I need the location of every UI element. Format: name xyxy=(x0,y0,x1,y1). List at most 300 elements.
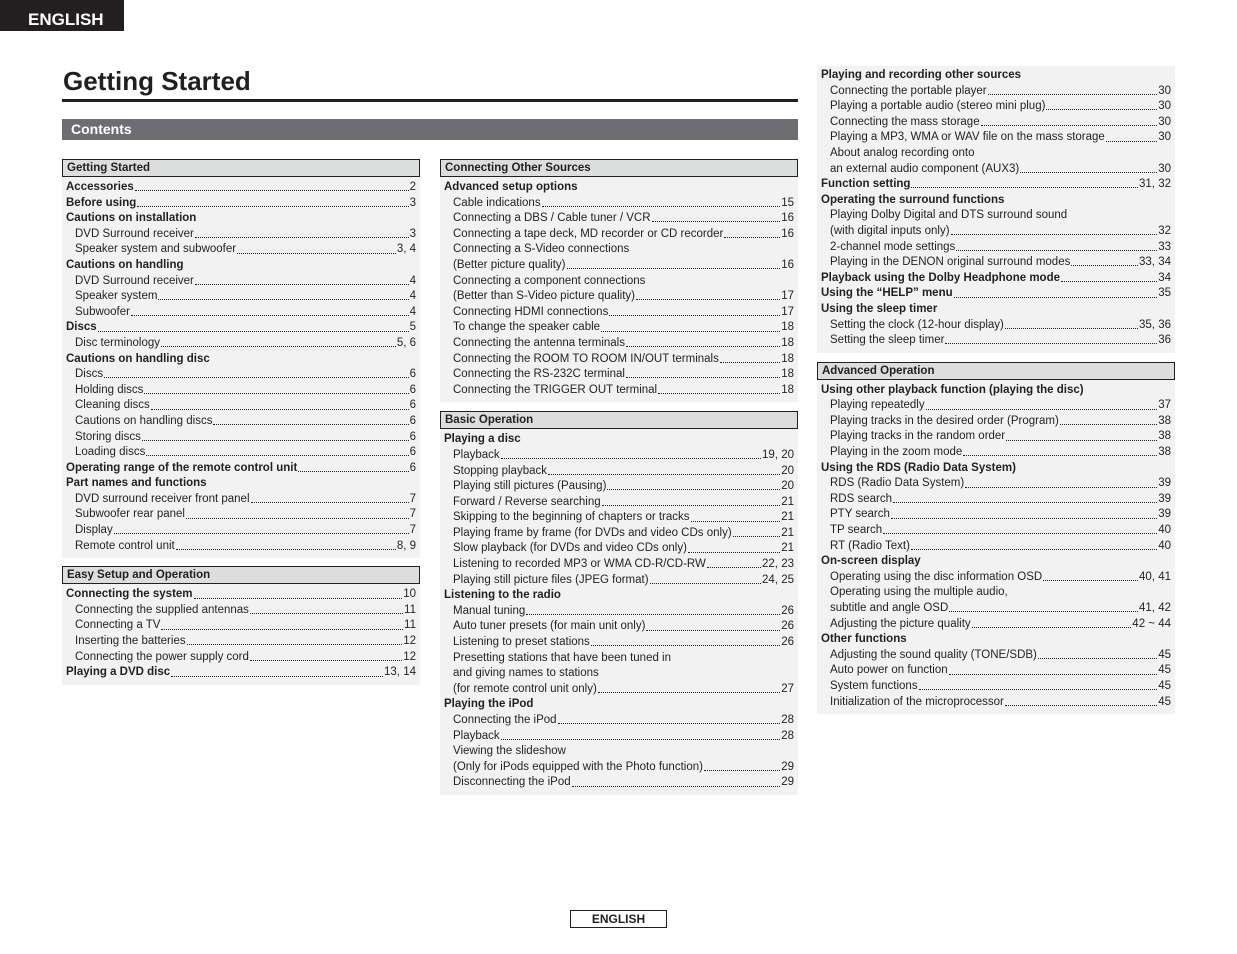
toc-subtopic-entry xyxy=(62,650,420,666)
entry-text: Connecting the power supply cord xyxy=(75,650,249,663)
entry-text: Disc terminology xyxy=(75,336,160,349)
entry-text: Cautions on installation xyxy=(66,212,197,225)
page-number: 4 xyxy=(409,305,416,318)
entry-text: Playing tracks in the random order xyxy=(830,430,1006,443)
toc-subtopic-entry xyxy=(817,255,1175,271)
page-number: 12 xyxy=(403,635,416,648)
dot-leader xyxy=(945,335,1157,344)
toc-subtopic-entry xyxy=(817,146,1175,162)
toc-subtopic-entry xyxy=(817,570,1175,586)
page-number: 30 xyxy=(1158,162,1171,175)
toc-subtopic-entry xyxy=(440,464,798,480)
page-number: 4 xyxy=(409,274,416,287)
dot-leader xyxy=(176,541,396,550)
toc-section-continued xyxy=(817,66,1175,353)
dot-leader xyxy=(658,385,780,394)
dot-leader xyxy=(135,182,409,191)
toc-subtopic-entry xyxy=(817,476,1175,492)
page-number: 16 xyxy=(781,258,794,271)
toc-topic-entry xyxy=(817,632,1175,648)
toc-subtopic-entry xyxy=(817,539,1175,555)
dot-leader xyxy=(591,637,780,646)
dot-leader xyxy=(158,291,408,300)
page-number: 40 xyxy=(1158,524,1171,537)
toc-subtopic-entry xyxy=(817,445,1175,461)
toc-subtopic-entry xyxy=(440,352,798,368)
page-number: 21 xyxy=(781,495,794,508)
entry-text: Connecting the mass storage xyxy=(830,115,980,128)
page-number: 17 xyxy=(781,290,794,303)
toc-subtopic-entry xyxy=(62,367,420,383)
dot-leader xyxy=(636,291,780,300)
dot-leader xyxy=(213,416,408,425)
toc-subtopic-entry xyxy=(817,601,1175,617)
dot-leader xyxy=(988,86,1158,95)
page-number: 6 xyxy=(409,399,416,412)
section-heading: Connecting Other Sources xyxy=(440,159,798,177)
page-number: 38 xyxy=(1158,414,1171,427)
entry-text: RDS (Radio Data System) xyxy=(830,477,965,490)
dot-leader xyxy=(250,652,402,661)
toc-subtopic-entry xyxy=(817,617,1175,633)
dot-leader xyxy=(601,323,780,332)
toc-topic-entry xyxy=(440,180,798,196)
page-number: 45 xyxy=(1158,679,1171,692)
entry-text: DVD Surround receiver xyxy=(75,274,194,287)
dot-leader xyxy=(954,289,1158,298)
page-number: 16 xyxy=(781,212,794,225)
toc-subtopic-entry xyxy=(440,305,798,321)
entry-text: Remote control unit xyxy=(75,539,175,552)
entry-text: Slow playback (for DVDs and video CDs only) xyxy=(453,542,687,555)
entry-text: Skipping to the beginning of chapters or tracks xyxy=(453,511,690,524)
toc-column-3 xyxy=(817,66,1175,714)
entry-text: (Better picture quality) xyxy=(453,258,566,271)
page-number: 19, 20 xyxy=(762,448,794,461)
toc-subtopic-entry xyxy=(817,130,1175,146)
page-number: 34 xyxy=(1158,271,1171,284)
page-number: 15 xyxy=(781,196,794,209)
entry-text: Connecting a S-Video connections xyxy=(453,243,630,256)
toc-subtopic-entry xyxy=(62,336,420,352)
toc-topic-entry xyxy=(62,461,420,477)
page-title: Getting Started xyxy=(63,66,251,96)
toc-subtopic-entry xyxy=(440,557,798,573)
page-number: 21 xyxy=(781,542,794,555)
page-number: 32 xyxy=(1158,224,1171,237)
toc-subtopic-entry xyxy=(62,634,420,650)
page-number: 45 xyxy=(1158,664,1171,677)
entry-text: Before using xyxy=(66,196,137,209)
entry-text: Part names and functions xyxy=(66,477,207,490)
entry-text: Playing a disc xyxy=(444,433,521,446)
toc-topic-entry xyxy=(62,665,420,681)
page-number: 6 xyxy=(409,430,416,443)
toc-subtopic-entry xyxy=(62,274,420,290)
entry-text: Playback xyxy=(453,729,500,742)
entry-text: Using other playback function (playing the disc) xyxy=(821,383,1084,396)
toc-subtopic-entry xyxy=(62,227,420,243)
page-number: 33 xyxy=(1158,240,1171,253)
page-number: 11 xyxy=(404,603,416,616)
page-number: 26 xyxy=(781,636,794,649)
entry-text: Playing repeatedly xyxy=(830,399,925,412)
toc-subtopic-entry xyxy=(817,162,1175,178)
entry-text: On-screen display xyxy=(821,555,921,568)
dot-leader xyxy=(720,354,780,363)
toc-subtopic-entry xyxy=(817,84,1175,100)
dot-leader xyxy=(161,338,396,347)
page-number: 6 xyxy=(409,414,416,427)
entry-text: TP search xyxy=(830,524,883,537)
toc-subtopic-entry xyxy=(440,713,798,729)
toc-subtopic-entry xyxy=(817,429,1175,445)
contents-heading: Contents xyxy=(62,119,798,140)
dot-leader xyxy=(572,778,781,787)
dot-leader xyxy=(542,198,781,207)
entry-text: Operating the surround functions xyxy=(821,193,1005,206)
entry-text: Operating using the multiple audio, xyxy=(830,586,1008,599)
page-number: 33, 34 xyxy=(1139,256,1171,269)
dot-leader xyxy=(298,463,408,472)
entry-text: Connecting HDMI connections xyxy=(453,305,609,318)
entry-text: Playing frame by frame (for DVDs and video CDs only) xyxy=(453,526,732,539)
entry-text: Forward / Reverse searching xyxy=(453,495,601,508)
page-number: 24, 25 xyxy=(762,573,794,586)
page-number: 18 xyxy=(781,383,794,396)
toc-subtopic-entry xyxy=(440,729,798,745)
entry-text: Speaker system and subwoofer xyxy=(75,243,237,256)
dot-leader xyxy=(1038,650,1157,659)
toc-subtopic-entry xyxy=(817,679,1175,695)
toc-subtopic-entry xyxy=(440,227,798,243)
toc-subtopic-entry xyxy=(440,336,798,352)
toc-subtopic-entry xyxy=(440,604,798,620)
toc-topic-entry xyxy=(62,320,420,336)
entry-text: and giving names to stations xyxy=(453,667,599,680)
entry-text: 2-channel mode settings xyxy=(830,240,956,253)
dot-leader xyxy=(114,525,409,534)
entry-text: Subwoofer rear panel xyxy=(75,508,185,521)
page-number: 3 xyxy=(409,196,416,209)
entry-text: Connecting the supplied antennas xyxy=(75,603,249,616)
dot-leader xyxy=(237,245,396,254)
page-number: 40, 41 xyxy=(1139,570,1171,583)
toc-subtopic-entry xyxy=(440,526,798,542)
entry-text: DVD surround receiver front panel xyxy=(75,492,250,505)
entry-text: Connecting a component connections xyxy=(453,274,646,287)
dot-leader xyxy=(171,668,383,677)
entry-text: Using the “HELP” menu xyxy=(821,287,953,300)
toc-topic-entry xyxy=(817,302,1175,318)
entry-text: Holding discs xyxy=(75,383,144,396)
dot-leader xyxy=(972,619,1132,628)
dot-leader xyxy=(956,242,1157,251)
page-number: 18 xyxy=(781,321,794,334)
entry-text: Cautions on handling xyxy=(66,258,184,271)
dot-leader xyxy=(526,606,780,615)
section-heading: Getting Started xyxy=(62,159,420,177)
entry-text: Storing discs xyxy=(75,430,141,443)
toc-subtopic-entry xyxy=(62,305,420,321)
entry-text: Playback using the Dolby Headphone mode xyxy=(821,271,1060,284)
toc-subtopic-entry xyxy=(817,99,1175,115)
entry-text: Playing a DVD disc xyxy=(66,666,171,679)
dot-leader xyxy=(142,432,409,441)
dot-leader xyxy=(919,681,1158,690)
entry-text: Playing still picture files (JPEG format) xyxy=(453,573,649,586)
toc-subtopic-entry xyxy=(440,775,798,791)
dot-leader xyxy=(104,369,408,378)
dot-leader xyxy=(707,559,761,568)
page-number: 12 xyxy=(403,650,416,663)
entry-text: Advanced setup options xyxy=(444,181,578,193)
toc-subtopic-entry xyxy=(62,414,420,430)
entry-text: Speaker system xyxy=(75,290,158,303)
entry-text: an external audio component (AUX3) xyxy=(830,162,1020,175)
entry-text: Listening to recorded MP3 or WMA CD-R/CD-RW xyxy=(453,558,706,571)
toc-subtopic-entry xyxy=(440,479,798,495)
toc-subtopic-entry xyxy=(817,318,1175,334)
entry-text: Connecting a tape deck, MD recorder or CD recorder xyxy=(453,227,724,240)
toc-subtopic-entry xyxy=(440,651,798,667)
dot-leader xyxy=(250,605,403,614)
toc-topic-entry xyxy=(62,587,420,603)
toc-subtopic-entry xyxy=(62,603,420,619)
dot-leader xyxy=(688,544,780,553)
dot-leader xyxy=(949,603,1138,612)
page-number: 21 xyxy=(781,526,794,539)
page-number: 16 xyxy=(781,227,794,240)
entry-text: Adjusting the picture quality xyxy=(830,617,971,630)
dot-leader xyxy=(1043,572,1138,581)
entry-text: Inserting the batteries xyxy=(75,635,186,648)
toc-subtopic-entry xyxy=(440,289,798,305)
toc-subtopic-entry xyxy=(817,398,1175,414)
dot-leader xyxy=(195,276,409,285)
page-number: 39 xyxy=(1158,492,1171,505)
toc-subtopic-entry xyxy=(817,224,1175,240)
dot-leader xyxy=(626,338,780,347)
toc-subtopic-entry xyxy=(62,492,420,508)
page-number: 4 xyxy=(409,290,416,303)
toc-topic-entry xyxy=(62,180,420,196)
entry-text: Initialization of the microprocessor xyxy=(830,695,1004,708)
page-number: 26 xyxy=(781,604,794,617)
entry-text: Playing the iPod xyxy=(444,698,534,711)
entry-text: PTY search xyxy=(830,508,890,521)
page-number: 3, 4 xyxy=(396,243,416,256)
toc-subtopic-entry xyxy=(817,663,1175,679)
toc-topic-entry xyxy=(440,697,798,713)
dot-leader xyxy=(137,198,408,207)
entry-text: Auto power on function xyxy=(830,664,948,677)
toc-subtopic-entry xyxy=(62,289,420,305)
toc-topic-entry xyxy=(62,352,420,368)
toc-topic-entry xyxy=(817,383,1175,399)
entry-text: Listening to the radio xyxy=(444,589,561,602)
dot-leader xyxy=(965,479,1157,488)
toc-subtopic-entry xyxy=(440,320,798,336)
toc-subtopic-entry xyxy=(817,414,1175,430)
dot-leader xyxy=(926,401,1158,410)
page-number: 6 xyxy=(409,446,416,459)
entry-text: Playing in the zoom mode xyxy=(830,446,963,459)
toc-topic-entry xyxy=(817,554,1175,570)
entry-text: Cautions on handling disc xyxy=(66,352,210,365)
toc-section-connecting-other-sources xyxy=(440,159,798,402)
page-number: 18 xyxy=(781,352,794,365)
page-number: 6 xyxy=(409,461,416,474)
title-rule xyxy=(62,99,798,102)
dot-leader xyxy=(1071,257,1138,266)
dot-leader xyxy=(1020,164,1157,173)
toc-subtopic-entry xyxy=(440,242,798,258)
toc-section-getting-started xyxy=(62,159,420,558)
page-number: 38 xyxy=(1158,446,1171,459)
toc-subtopic-entry xyxy=(440,682,798,698)
page-number: 41, 42 xyxy=(1139,602,1171,614)
toc-subtopic-entry xyxy=(817,507,1175,523)
toc-subtopic-entry xyxy=(817,240,1175,256)
entry-text: Cable indications xyxy=(453,196,541,209)
entry-text: Connecting the RS-232C terminal xyxy=(453,368,625,381)
entry-text: Playing a portable audio (stereo mini plug) xyxy=(830,100,1046,113)
entry-text: Discs xyxy=(75,368,104,381)
toc-subtopic-entry xyxy=(440,196,798,212)
toc-topic-entry xyxy=(817,271,1175,287)
dot-leader xyxy=(1046,101,1157,110)
toc-subtopic-entry xyxy=(62,618,420,634)
page-number: 17 xyxy=(781,305,794,318)
dot-leader xyxy=(1106,133,1157,142)
page-number: 37 xyxy=(1158,399,1171,412)
page-number: 31, 32 xyxy=(1139,178,1171,191)
page-number: 10 xyxy=(403,588,416,601)
page-number: 39 xyxy=(1158,508,1171,521)
page-number: 18 xyxy=(781,368,794,381)
entry-text: Operating using the disc information OSD xyxy=(830,570,1043,583)
dot-leader xyxy=(602,497,781,506)
toc-subtopic-entry xyxy=(440,760,798,776)
page-number: 13, 14 xyxy=(384,666,416,679)
toc-subtopic-entry xyxy=(817,648,1175,664)
entry-text: Connecting a TV xyxy=(75,619,161,632)
entry-text: (Only for iPods equipped with the Photo function) xyxy=(453,760,703,773)
entry-text: Function setting xyxy=(821,178,911,191)
toc-subtopic-entry xyxy=(440,666,798,682)
entry-text: Using the RDS (Radio Data System) xyxy=(821,461,1016,474)
page-number: 28 xyxy=(781,714,794,726)
toc-subtopic-entry xyxy=(440,541,798,557)
dot-leader xyxy=(567,260,781,269)
dot-leader xyxy=(949,666,1158,675)
dot-leader xyxy=(195,229,409,238)
page-number: 30 xyxy=(1158,115,1171,128)
toc-subtopic-entry xyxy=(440,258,798,274)
page-number: 26 xyxy=(781,620,794,633)
toc-column-1 xyxy=(62,159,420,685)
entry-text: To change the speaker cable xyxy=(453,321,601,334)
entry-text: Subwoofer xyxy=(75,305,130,318)
dot-leader xyxy=(981,117,1158,126)
dot-leader xyxy=(186,510,409,519)
entry-text: Accessories xyxy=(66,181,134,193)
toc-subtopic-entry xyxy=(440,383,798,399)
entry-text: Cautions on handling discs xyxy=(75,414,213,427)
page-number: 30 xyxy=(1158,100,1171,113)
dot-leader xyxy=(1060,416,1157,425)
page-number: 7 xyxy=(409,524,416,537)
entry-text: Connecting the portable player xyxy=(830,84,987,97)
dot-leader xyxy=(652,213,781,222)
entry-text: Using the sleep timer xyxy=(821,302,938,315)
toc-subtopic-entry xyxy=(62,507,420,523)
entry-text: (for remote control unit only) xyxy=(453,682,597,695)
toc-topic-entry xyxy=(817,461,1175,477)
dot-leader xyxy=(501,450,761,459)
toc-subtopic-entry xyxy=(440,744,798,760)
page-number: 11 xyxy=(404,619,416,632)
entry-text: Other functions xyxy=(821,633,907,646)
toc-subtopic-entry xyxy=(440,619,798,635)
dot-leader xyxy=(911,541,1157,550)
toc-subtopic-entry xyxy=(817,695,1175,711)
page-number: 20 xyxy=(781,464,794,477)
entry-text: System functions xyxy=(830,679,918,692)
dot-leader xyxy=(646,622,780,631)
toc-subtopic-entry xyxy=(440,573,798,589)
page-number: 38 xyxy=(1158,430,1171,443)
dot-leader xyxy=(650,575,761,584)
page-number: 35, 36 xyxy=(1139,318,1171,331)
page-number: 5 xyxy=(409,321,416,334)
dot-leader xyxy=(626,369,780,378)
dot-leader xyxy=(161,621,403,630)
entry-text: Playing still pictures (Pausing) xyxy=(453,480,607,493)
dot-leader xyxy=(1061,273,1157,282)
toc-topic-entry xyxy=(440,432,798,448)
toc-subtopic-entry xyxy=(62,398,420,414)
dot-leader xyxy=(1006,432,1157,441)
dot-leader xyxy=(607,481,780,490)
toc-subtopic-entry xyxy=(62,242,420,258)
dot-leader xyxy=(146,447,408,456)
entry-text: (Better than S-Video picture quality) xyxy=(453,290,635,303)
entry-text: Listening to preset stations xyxy=(453,636,590,649)
dot-leader xyxy=(724,229,780,238)
entry-text: Operating range of the remote control unit xyxy=(66,461,298,474)
toc-section-easy-setup-and-operation xyxy=(62,566,420,685)
page-number: 21 xyxy=(781,511,794,524)
page-number: 30 xyxy=(1158,131,1171,144)
dot-leader xyxy=(548,466,780,475)
page-number: 5, 6 xyxy=(396,336,416,349)
entry-text: Playing Dolby Digital and DTS surround sound xyxy=(830,209,1068,222)
entry-text: Setting the sleep timer xyxy=(830,334,945,347)
toc-section-advanced-operation xyxy=(817,362,1175,714)
dot-leader xyxy=(893,494,1157,503)
page-number: 42 ~ 44 xyxy=(1132,617,1171,630)
toc-column-2 xyxy=(440,159,798,795)
entry-text: Connecting the system xyxy=(66,588,193,601)
page-number: 39 xyxy=(1158,477,1171,490)
toc-subtopic-entry xyxy=(62,430,420,446)
page-number: 7 xyxy=(409,492,416,505)
dot-leader xyxy=(194,590,403,599)
dot-leader xyxy=(911,179,1138,188)
toc-subtopic-entry xyxy=(817,492,1175,508)
